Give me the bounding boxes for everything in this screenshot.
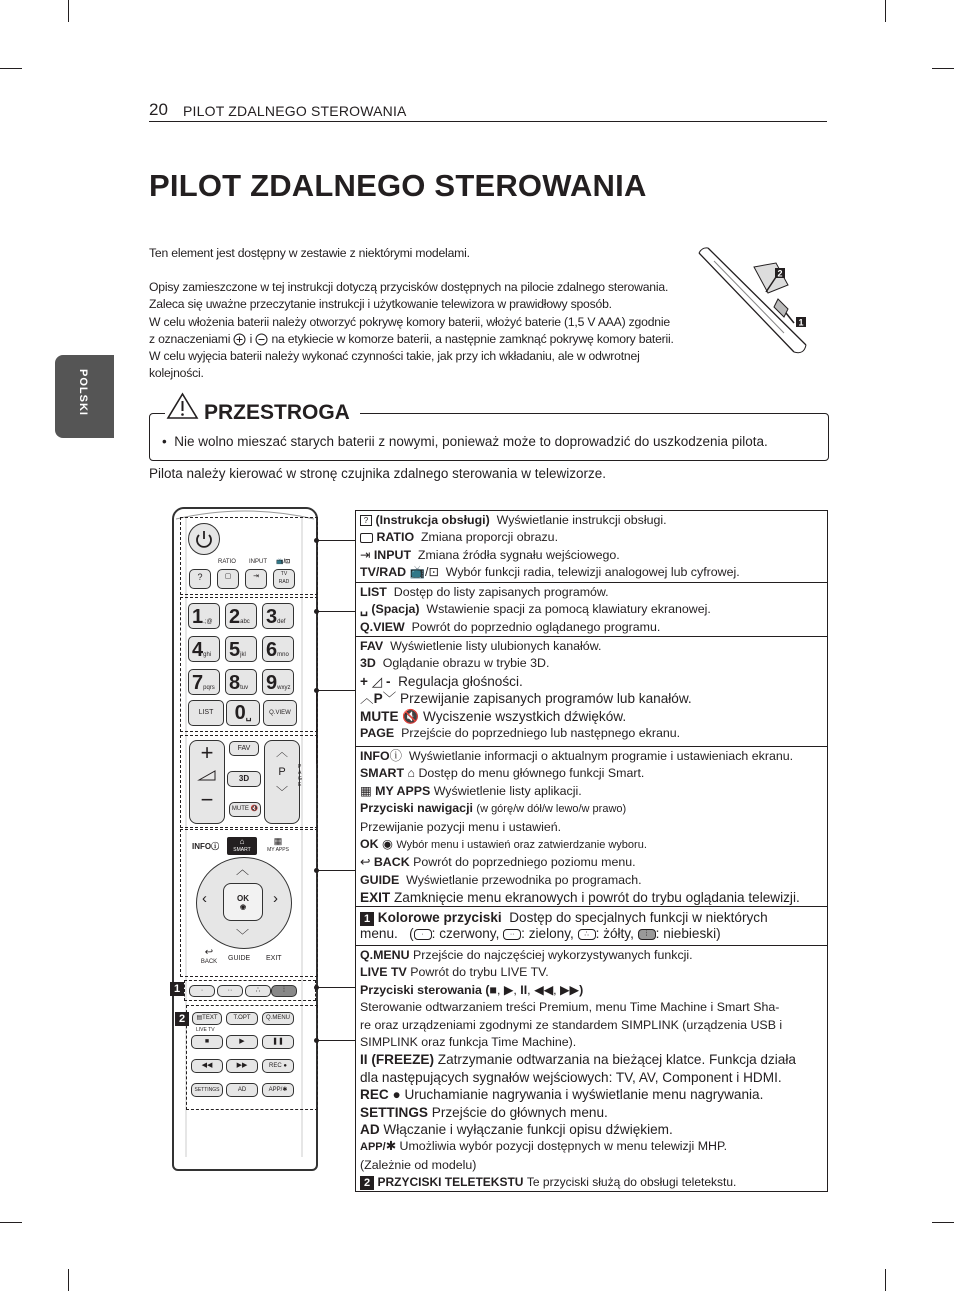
callout-2: 2: [175, 1012, 189, 1026]
row-line: SIMPLINK oraz funkcja Time Machine).: [360, 1035, 577, 1050]
battery-step-2: 2: [777, 268, 783, 279]
red-key-icon: ·: [414, 929, 432, 940]
green-button[interactable]: ··: [217, 985, 243, 997]
pointing-instruction: Pilota należy kierować w stronę czujnika zdalnego sterowania w telewizorze.: [149, 466, 606, 481]
key-label: SMART: [360, 766, 405, 781]
tvrad-label: 📺/⊡: [276, 559, 291, 565]
rewind-icon: ◀◀: [201, 1062, 213, 1069]
smart-label: SMART: [233, 847, 251, 853]
callout-badge: 1: [360, 912, 374, 926]
row-line: [360, 529, 823, 546]
group-outline-top: [180, 517, 318, 595]
settings-button[interactable]: SETTINGS: [191, 1083, 223, 1097]
row-line: [360, 619, 823, 636]
key-desc: menu.: [360, 926, 398, 941]
crop-mark: [0, 1222, 22, 1223]
pause-icon: ❚❚: [272, 1038, 284, 1045]
key-label: APP/: [360, 1141, 386, 1154]
back-label: BACK: [200, 959, 218, 965]
key-digit: 3: [266, 606, 278, 628]
key-desc: Zatrzymanie odtwarzania na bieżącej klatce. Funkcja działa: [437, 1052, 796, 1068]
key-desc: Powrót do poprzednio oglądanego programu.: [411, 619, 661, 634]
zero-digit: 0: [234, 702, 246, 724]
key-label: (Instrukcja obsługi): [375, 513, 490, 527]
key-desc: Wybór menu i ustawień oraz zatwierdzanie wyboru.: [396, 839, 647, 852]
play-icon: ▶: [239, 1038, 245, 1045]
crop-mark: [0, 68, 22, 69]
key-label: LIST: [360, 585, 387, 599]
intro-line: kolejności.: [149, 366, 204, 381]
ad-button[interactable]: AD: [226, 1083, 258, 1097]
warning-triangle-icon: [166, 392, 199, 420]
key-desc: Zamknięcie menu ekranowych i powrót do trybu oglądania telewizji.: [394, 890, 800, 906]
row-line: [360, 836, 823, 854]
key-letters: .;@: [203, 619, 213, 625]
table-row: [356, 637, 827, 747]
ok-label: OK: [237, 894, 249, 903]
tv-radio-icon: 📺/⊡: [409, 565, 439, 580]
ratio-label: RATIO: [218, 559, 236, 565]
key-label: (Spacja): [371, 602, 420, 617]
info-icon: ⓘ: [211, 842, 220, 851]
leader-line: [316, 611, 355, 612]
key-label: Kolorowe przyciski: [377, 910, 502, 925]
program-label: P: [278, 766, 286, 778]
mute-icon: 🔇: [250, 806, 259, 812]
leader-line: [316, 1040, 355, 1041]
guide-button[interactable]: GUIDE: [228, 955, 251, 962]
livetv-label: LIVE TV: [196, 1027, 215, 1033]
key-label: INFO: [360, 749, 390, 763]
key-desc: Przejście do głównych menu.: [431, 1104, 608, 1120]
ok-dot-icon: ◉: [239, 904, 247, 911]
key-desc: Zmiana proporcji obrazu.: [420, 530, 559, 545]
row-line: menu. ( · : czerwony, ·· : zielony, ∴ : żółty, ⁞ : niebieski): [360, 926, 721, 941]
input-icon: ⇥: [360, 547, 371, 562]
key-label: Q.MENU: [360, 948, 410, 962]
row-line: [360, 748, 823, 765]
key-label: Przyciski nawigacji: [360, 801, 473, 816]
fav-button[interactable]: FAV: [229, 741, 259, 756]
intro-p1: Ten element jest dostępny w zestawie z niektórymi modelami.: [149, 246, 470, 260]
key-desc: (w górę/w dół/w lewo/w prawo): [476, 803, 627, 816]
row-line: [360, 783, 823, 800]
callout-badge: 2: [360, 1176, 374, 1190]
asterisk-icon: ✱: [282, 1087, 288, 1093]
row-line: [360, 601, 823, 618]
mute-label: MUTE: [231, 806, 249, 812]
page-side-label: PAGE: [298, 764, 302, 788]
key-label: SETTINGS: [360, 1104, 428, 1120]
key-label: P: [373, 691, 383, 707]
row-line: [360, 765, 823, 782]
info-icon: ⓘ: [389, 749, 402, 763]
key-desc: Dostęp do specjalnych funkcji w niektórych: [509, 910, 768, 925]
space-icon: ␣: [360, 602, 368, 617]
language-tab: [55, 355, 114, 438]
table-row: [356, 907, 827, 946]
leader-dot: [314, 985, 319, 990]
key-digit: 1: [192, 606, 204, 628]
row-line: [360, 564, 823, 581]
apps-grid-icon: ▦: [360, 783, 372, 798]
ratio-icon: [360, 533, 373, 543]
leader-dot: [314, 538, 319, 543]
key-label: MUTE: [360, 708, 399, 724]
play-icon: ▶: [503, 982, 514, 997]
volume-down-icon: −: [200, 787, 214, 812]
caution-text: [162, 434, 768, 449]
program-down-icon: ﹀: [275, 785, 288, 799]
row-line: [360, 584, 823, 601]
minus-circle-icon: [255, 333, 268, 346]
key-label: GUIDE: [360, 872, 400, 887]
info-label: INFO: [192, 842, 212, 851]
color-desc: : czerwony,: [431, 926, 500, 941]
qmenu-button[interactable]: Q.MENU: [262, 1012, 294, 1025]
ratio-icon: ▢: [224, 573, 232, 580]
row-line: [360, 947, 823, 964]
crop-mark: [885, 0, 886, 22]
key-label: PAGE: [360, 726, 395, 741]
crop-mark: [885, 1269, 886, 1291]
key-desc: Wyświetlenie listy ulubionych kanałów.: [390, 639, 602, 653]
key-desc: Dostęp do listy zapisanych programów.: [393, 585, 609, 599]
key-letters: pqrs: [203, 685, 215, 691]
key-letters: mno: [277, 652, 289, 658]
topt-button[interactable]: T.OPT: [226, 1012, 258, 1025]
key-desc: Oglądanie obrazu w trybie 3D.: [382, 656, 550, 671]
crop-mark: [68, 0, 69, 22]
key-letters: tuv: [240, 685, 249, 691]
myapps-label: MY APPS: [267, 847, 289, 853]
yellow-key-icon: ∴: [578, 929, 596, 940]
fast-forward-icon: ▶▶: [236, 1062, 248, 1069]
input-icon: ⇥: [253, 573, 259, 580]
intro-text: [149, 245, 709, 382]
row-line: [360, 872, 823, 889]
yellow-button[interactable]: ∴: [245, 985, 271, 997]
key-label: RATIO: [376, 530, 415, 545]
blue-button[interactable]: ⁞: [271, 985, 297, 997]
key-desc: Wyciszenie wszystkich dźwięków.: [423, 708, 627, 724]
key-desc: Wyświetlenie listy aplikacji.: [433, 783, 582, 798]
leader-line: [316, 690, 355, 691]
leader-line: [316, 987, 355, 988]
key-desc: Wybór funkcji radia, telewizji analogowej lub cyfrowej.: [445, 565, 740, 580]
key-desc: Umożliwia wybór pozycji dostępnych w menu telewizji MHP.: [399, 1139, 728, 1154]
red-button[interactable]: ·: [189, 985, 215, 997]
color-desc: : niebieski): [655, 926, 721, 941]
nav-up-icon[interactable]: ︿: [236, 862, 250, 877]
space-icon: ␣: [245, 711, 252, 721]
row-line: [360, 708, 823, 725]
app-label: APP/: [268, 1087, 283, 1093]
chevron-up-icon: ︿: [360, 691, 374, 707]
rewind-icon: ◀◀: [534, 982, 554, 997]
key-label: Przyciski sterowania (: [360, 982, 490, 997]
rec-dot-icon: ●: [283, 1063, 287, 1069]
leader-line: [316, 870, 355, 871]
leader-line: [316, 690, 317, 764]
nav-left-icon[interactable]: ‹: [202, 890, 207, 907]
key-digit: 4: [192, 639, 204, 661]
row-line: dla następujących sygnałów wejściowych: TV, AV, Component i HDMI.: [360, 1069, 782, 1085]
fast-forward-icon: ▶▶: [560, 982, 580, 997]
key-label: II (FREEZE): [360, 1052, 435, 1068]
manual-icon: ?: [360, 515, 372, 526]
key-desc: Powrót do poprzedniego poziomu menu.: [413, 855, 636, 870]
key-label: OK: [360, 837, 379, 852]
group-outline-numbers: [180, 597, 318, 732]
home-icon: ⌂: [407, 766, 415, 781]
volume-icon: ◿: [371, 673, 383, 689]
teletext-icon: ▤: [196, 1015, 203, 1021]
intro-line: W celu wyjęcia baterii należy wykonać czynności takie, jak przy ich wkładaniu, ale w odwrotnej: [149, 349, 640, 364]
row-line: Sterowanie odtwarzaniem treści Premium, menu Time Machine i Smart Sha-: [360, 1000, 780, 1015]
key-digit: 2: [229, 606, 241, 628]
table-row: [356, 511, 827, 583]
back-icon: ↩: [204, 947, 214, 958]
row-line: [360, 910, 823, 926]
crop-mark: [932, 68, 954, 69]
row-line: [360, 889, 823, 906]
row-line: [360, 673, 823, 690]
ok-dot-icon: ◉: [382, 837, 393, 852]
pause-icon: II: [520, 982, 528, 997]
row-line: [360, 690, 823, 707]
table-row: [356, 747, 827, 907]
key-letters: jkl: [240, 652, 246, 658]
key-desc: Wyświetlanie informacji o aktualnym programie i ustawieniach ekranu.: [408, 749, 794, 763]
leader-dot: [314, 1038, 319, 1043]
row-line: [360, 1121, 823, 1138]
key-label: -: [385, 673, 391, 689]
language-tab-label: POLSKI: [77, 369, 89, 416]
key-label: EXIT: [360, 890, 391, 906]
intro-line: [149, 331, 709, 348]
key-label: +: [360, 673, 368, 689]
intro-line: W celu włożenia baterii należy otworzyć pokrywę komory baterii, włożyć baterie (1,5 V AAA) zgodnie: [149, 314, 670, 329]
key-desc: Wyświetlanie instrukcji obsługi.: [496, 513, 667, 527]
key-digit: 7: [192, 672, 204, 694]
row-line: [360, 1086, 823, 1103]
leader-dot: [314, 868, 319, 873]
row-line: [360, 800, 823, 818]
row-line: [360, 854, 823, 871]
running-header: PILOT ZDALNEGO STEROWANIA: [183, 103, 407, 119]
table-row: [356, 946, 827, 1191]
group-outline-navigation: [180, 829, 318, 977]
caution-title: PRZESTROGA: [204, 401, 350, 424]
row-line: Przyciski sterowania (■, ▶, II, ◀◀, ▶▶): [360, 982, 584, 997]
row-line: [360, 1104, 823, 1121]
key-label: MY APPS: [375, 783, 431, 798]
key-label: TV/RAD: [360, 565, 407, 580]
key-letters: def: [277, 619, 286, 625]
leader-line: [316, 540, 355, 541]
plus-circle-icon: [233, 333, 246, 346]
text-label: TEXT: [202, 1015, 218, 1021]
key-desc: Wyświetlanie przewodnika po programach.: [406, 872, 642, 887]
battery-step-1: 1: [798, 317, 804, 328]
page-number: 20: [149, 100, 168, 119]
key-desc: Włączanie i wyłączanie funkcji opisu dźwiękiem.: [383, 1122, 673, 1138]
row-line: Przewijanie pozycji menu i ustawień.: [360, 819, 562, 834]
key-desc: Przewijanie zapisanych programów lub kanałów.: [400, 691, 692, 707]
key-desc: Uruchamianie nagrywania i wyświetlanie menu nagrywania.: [404, 1087, 764, 1103]
group-outline-volume: [180, 735, 318, 828]
page-title: PILOT ZDALNEGO STEROWANIA: [149, 168, 647, 203]
mute-icon: 🔇: [402, 708, 420, 724]
row-line: [360, 547, 823, 564]
leader-dot: [314, 609, 319, 614]
bullet: •: [162, 434, 167, 449]
intro-line: Opisy zamieszczone w tej instrukcji dotyczą przycisków dostępnych na pilocie zdalnego sterowania.: [149, 280, 669, 295]
key-letters: wxyz: [277, 685, 291, 691]
key-desc: Regulacja głośności.: [398, 673, 523, 689]
stop-icon: ■: [489, 982, 497, 997]
row-line: [360, 655, 823, 672]
header-rule: [149, 121, 827, 122]
key-letters: ghi: [203, 652, 212, 658]
program-up-icon: ︿: [275, 745, 288, 759]
key-label: INPUT: [373, 547, 412, 562]
key-desc: Zmiana źródła sygnału wejściowego.: [417, 547, 620, 562]
key-label: LIVE TV: [360, 965, 407, 980]
3d-icon: 3D: [360, 656, 376, 671]
intro-fragment: z oznaczeniami: [149, 331, 231, 346]
row-line: [360, 638, 823, 655]
key-digit: 8: [229, 672, 241, 694]
key-label: PRZYCISKI TELETEKSTU: [377, 1175, 524, 1190]
green-key-icon: ··: [503, 929, 521, 940]
stop-icon: ■: [204, 1038, 210, 1045]
caution-body: Nie wolno mieszać starych baterii z nowymi, ponieważ może to doprowadzić do uszkodzenia pilota.: [174, 434, 768, 449]
key-digit: 9: [266, 672, 278, 694]
manual-icon: ?: [197, 572, 203, 582]
group-outline-playback: [186, 1005, 318, 1110]
asterisk-icon: ✱: [385, 1139, 397, 1154]
row-line: [360, 1051, 823, 1068]
battery-insertion-illustration: [694, 247, 814, 355]
color-desc: : zielony,: [521, 926, 574, 941]
list-button[interactable]: LIST: [188, 700, 224, 726]
table-row: [356, 583, 827, 637]
3d-button[interactable]: 3D: [227, 771, 261, 787]
intro-line: Zaleca się uważne przeczytanie instrukcji i użytkowanie telewizora w prawidłowy sposób.: [149, 297, 612, 312]
row-line: [360, 964, 823, 981]
key-label: REC: [360, 1087, 389, 1103]
intro-fragment: na etykiecie w komorze baterii, a następnie zamknąć pokrywę komory baterii.: [271, 331, 674, 346]
key-desc: Dostęp do menu głównego funkcji Smart.: [418, 766, 645, 781]
row-line: [360, 1138, 823, 1156]
intro-fragment: i: [249, 331, 253, 346]
row-line: re oraz urządzeniami zgodnymi ze standardem SIMPLINK (urządzenia USB i: [360, 1017, 783, 1032]
row-line: [360, 725, 823, 742]
key-label: BACK: [373, 855, 410, 870]
key-desc: Przejście do poprzedniego lub następnego ekranu.: [401, 726, 681, 741]
exit-button[interactable]: EXIT: [266, 955, 282, 962]
row-line: [360, 1174, 823, 1191]
tvrad-button[interactable]: TV RAD: [273, 569, 295, 589]
key-digit: 6: [266, 639, 278, 661]
color-desc: : żółty,: [595, 926, 634, 941]
row-line: (Zależnie od modelu): [360, 1157, 477, 1172]
key-desc: Wstawienie spacji za pomocą klawiatury ekranowej.: [426, 602, 711, 617]
qview-button[interactable]: Q.VIEW: [263, 700, 297, 726]
chevron-down-icon: ﹀: [382, 691, 397, 707]
row-line: [360, 512, 823, 529]
key-label: Q.VIEW: [360, 619, 405, 634]
key-desc: Te przyciski służą do obsługi teletekstu.: [526, 1175, 737, 1190]
rec-dot-icon: ●: [392, 1087, 401, 1103]
home-icon: ⌂: [239, 837, 245, 846]
blue-key-icon: ⁞: [638, 929, 656, 940]
key-letters: abc: [240, 619, 250, 625]
rec-label: REC: [269, 1063, 282, 1069]
nav-right-icon[interactable]: ›: [273, 890, 278, 907]
apps-grid-icon: ▦: [273, 836, 283, 846]
key-desc: Przejście do najczęściej wykorzystywanych funkcji.: [413, 948, 693, 962]
key-label: AD: [360, 1122, 380, 1138]
key-digit: 5: [229, 639, 241, 661]
key-desc: Powrót do trybu LIVE TV.: [410, 965, 549, 980]
crop-mark: [68, 1269, 69, 1291]
back-icon: ↩: [360, 855, 371, 870]
key-label: ): [579, 982, 584, 997]
callout-1: 1: [170, 982, 184, 996]
crop-mark: [932, 1222, 954, 1223]
volume-up-icon: +: [200, 740, 214, 765]
key-label: FAV: [360, 639, 384, 653]
nav-down-icon[interactable]: ﹀: [236, 928, 250, 943]
input-label: INPUT: [249, 559, 267, 565]
group-outline-color: [184, 980, 316, 1001]
button-description-table: [355, 510, 828, 1192]
